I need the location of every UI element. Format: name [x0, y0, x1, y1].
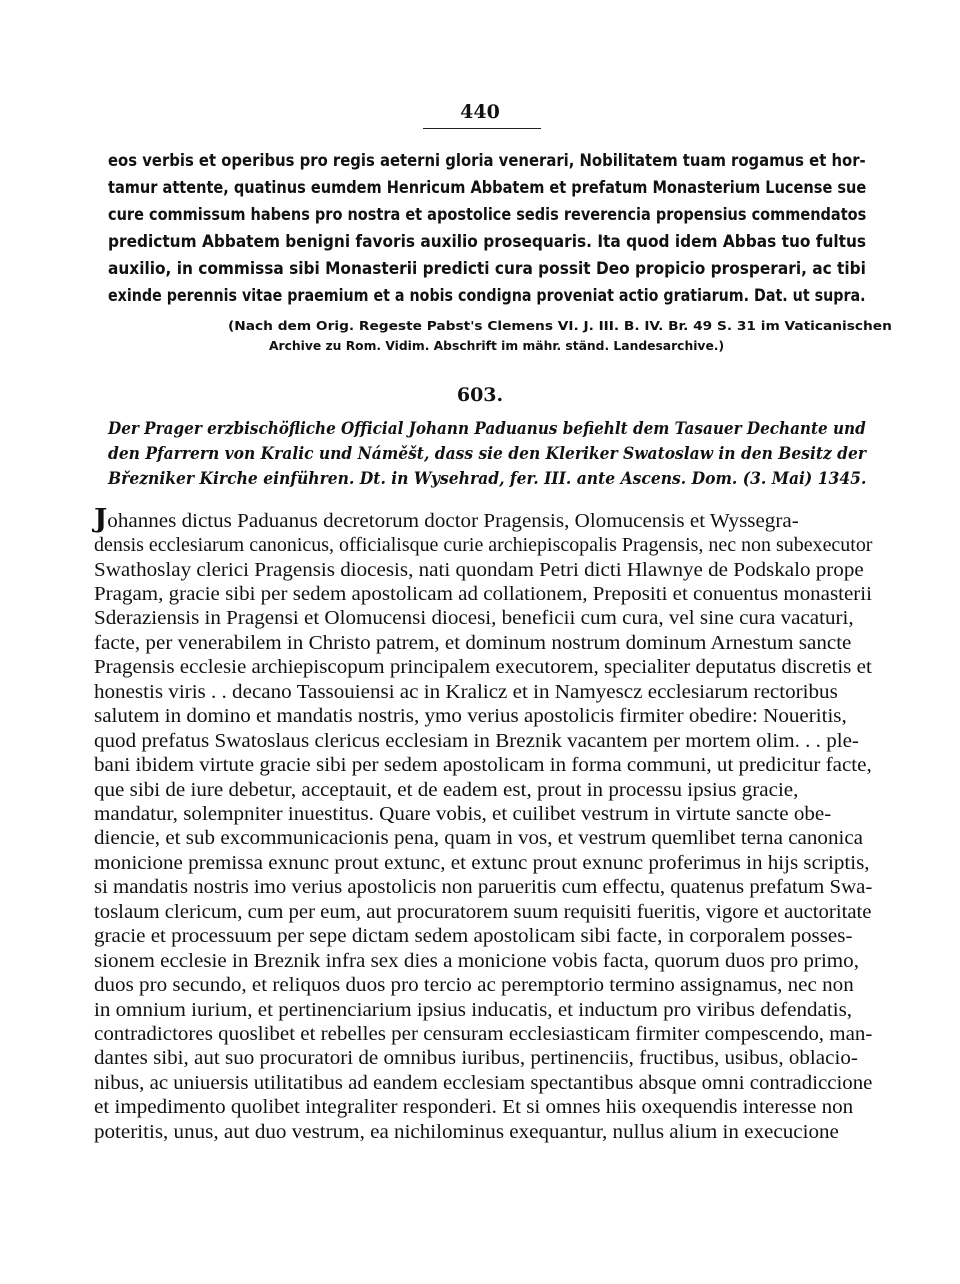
body-line: mandatur, solempniter inuestitus. Quare vobis, et cuilibet vestrum in virtute sancte obe-: [94, 804, 832, 825]
body-line: toslaum clericum, cum per eum, aut procuratorem suum requisiti fueritis, vigore et auctoritate: [94, 901, 872, 923]
body-line: duos pro secundo, et reliquos duos pro tercio ac peremptorio termino assignamus, nec non: [94, 975, 854, 997]
text-line: tamur attente, quatinus eumdem Henricum Abbatem et prefatum Monasterium Lucense sue: [108, 178, 867, 198]
text-line: predictum Abbatem benigni favoris auxilio prosequaris. Ita quod idem Abbas tuo fultus: [108, 232, 867, 252]
text-line: exinde perennis vitae praemium et a nobis condigna proveniat actio gratiarum. Dat. ut supra.: [108, 286, 866, 306]
body-line: honestis viris . . decano Tassouiensi ac in Kralicz et in Namyescz ecclesiarum rectoribus: [94, 681, 838, 703]
body-line: dantes sibi, aut suo procuratori de omnibus iuribus, pertinenciis, fructibus, usibus, oblacio-: [94, 1048, 858, 1070]
body-line: diencie, et sub excommunicacionis pena, quam in vos, et vestrum quemlibet terna canonica: [94, 828, 864, 850]
body-line: contradictores quoslibet et rebelles per censuram ecclesiasticam firmiter compescendo, man-: [94, 1024, 873, 1045]
summary-line: Březniker Kirche einführen. Dt. in Wysehrad, fer. III. ante Ascens. Dom. (3. Mai) 1345.: [108, 469, 867, 489]
first-line-text: ohannes dictus Paduanus decretorum doctor Pragensis, Olomucensis et Wyssegra-: [107, 511, 799, 532]
text-line: cure commissum habens pro nostra et apostolice sedis reverencia propensius commendatos: [108, 205, 867, 225]
note-line: (Nach dem Orig. Regeste Pabst's Clemens VI. J. III. B. IV. Br. 49 S. 31 im Vaticanischen: [228, 318, 892, 333]
note-line: Archive zu Rom. Vidim. Abschrift im mähr. ständ. Landesarchive.): [269, 338, 725, 353]
body-line: in omnium iurium, et pertinenciarium ipsius inducatis, et inductum pro viribus defendatis,: [94, 999, 853, 1021]
text-line: auxilio, in commissa sibi Monasterii predicti cura possit Deo propicio prosperari, ac tibi: [108, 259, 866, 279]
body-line: sionem ecclesie in Breznik infra sex dies a monicione vobis facta, quorum duos pro primo,: [94, 950, 859, 972]
body-line: Swathoslay clerici Pragensis diocesis, nati quondam Petri dicti Hlawnye de Podskalo prope: [94, 559, 864, 581]
body-line: que sibi de iure debetur, acceptauit, et de eadem est, prout in processu ipsius gracie,: [94, 779, 799, 801]
body-first-line: [94, 504, 799, 534]
body-line: Pragam, gracie sibi per sedem apostolicam ad collationem, Prepositi et conuentus monasterii: [94, 583, 872, 605]
summary-line: Der Prager erzbischöfliche Official Johann Paduanus befiehlt dem Tasauer Dechante und: [108, 419, 866, 439]
page-number: 440: [460, 101, 500, 123]
body-line: poteritis, unus, aut duo vestrum, ea nichilominus exequantur, nullus alium in execucione: [94, 1121, 839, 1143]
drop-cap: J: [94, 504, 108, 534]
body-line: Sderaziensis in Pragensi et Olomucensi diocesi, beneficii cum cura, vel sine cura vacaturi,: [94, 608, 854, 630]
body-line: nibus, ac uniuersis utilitatibus ad eandem ecclesiam spectantibus absque omni contradiccione: [94, 1072, 873, 1094]
body-line: densis ecclesiarum canonicus, officialisque curie archiepiscopalis Pragensis, nec non subexecutor: [94, 535, 873, 556]
body-line: Pragensis ecclesie archiepiscopum principalem executorem, specialiter deputatus discretis et: [94, 657, 872, 679]
page-number-rule: [423, 128, 541, 129]
document-number: 603.: [456, 384, 504, 406]
body-line: monicione premissa exnunc prout extunc, et extunc prout exnunc proferimus in hijs scriptis,: [94, 852, 870, 874]
body-line: quod prefatus Swatoslaus clericus ecclesiam in Breznik vacantem per mortem olim. . . ple-: [94, 730, 859, 752]
summary-line: den Pfarrern von Kralic und Náměšt, dass sie den Kleriker Swatoslaw in den Besitz der: [108, 444, 867, 464]
body-line: bani ibidem virtute gracie sibi per sedem apostolicam in forma communi, ut predicitur facte,: [94, 755, 872, 776]
body-line: salutem in domino et mandatis nostris, ymo verius apostolicis firmiter obedire: Noueritis,: [94, 706, 847, 728]
body-line: si mandatis nostris imo verius apostolicis non parueritis cum effectu, quatenus prefatum Swa-: [94, 877, 873, 899]
body-line: gracie et processuum per sepe dictam sedem apostolicam sibi facte, in corporalem posses-: [94, 926, 853, 948]
body-line: et impedimento quolibet integraliter responderi. Et si omnes hiis oxequendis interesse non: [94, 1097, 854, 1119]
text-line: eos verbis et operibus pro regis aeterni gloria venerari, Nobilitatem tuam rogamus et hor-: [108, 151, 866, 171]
body-line: facte, per venerabilem in Christo patrem, et dominum nostrum dominum Arnestum sancte: [94, 632, 852, 654]
